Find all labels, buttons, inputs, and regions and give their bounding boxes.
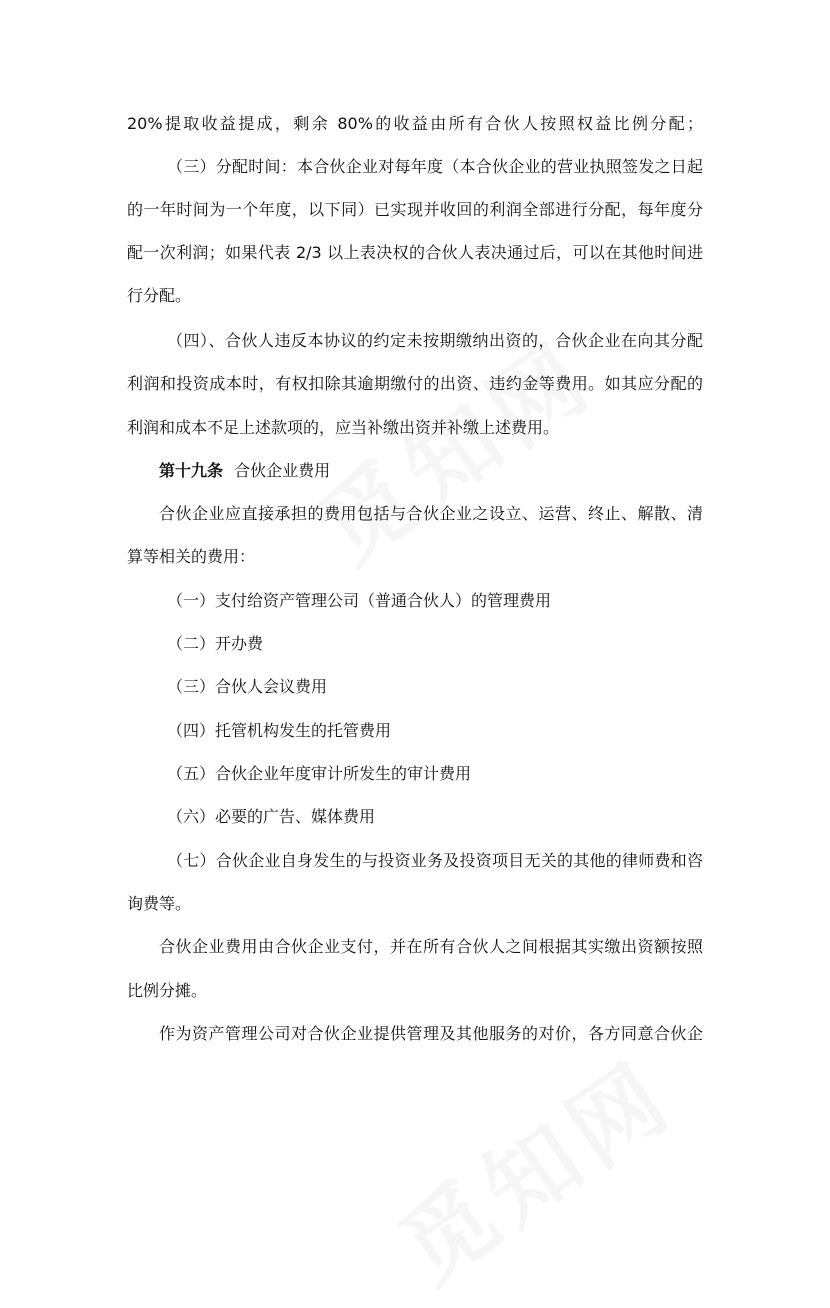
paragraph-line: 算等相关的费用： <box>127 547 256 566</box>
paragraph-line: 的一年时间为一个年度，以下同）已实现并收回的利润全部进行分配，每年度分 <box>127 200 703 219</box>
paragraph-line: （三）分配时间：本合伙企业对每年度（本合伙企业的营业执照签发之日起 <box>167 157 703 176</box>
watermark <box>370 1024 696 1308</box>
list-item: （二）开办费 <box>167 634 264 653</box>
paragraph-line: 合伙企业费用由合伙企业支付，并在所有合伙人之间根据其实缴出资额按照 <box>159 937 703 956</box>
paragraph-line: 20%提取收益提成，剩余 80%的收益由所有合伙人按照权益比例分配； <box>127 114 703 133</box>
list-item: （五）合伙企业年度审计所发生的审计费用 <box>167 764 472 783</box>
paragraph-line: 利润和成本不足上述款项的，应当补缴出资并补缴上述费用。 <box>127 418 560 437</box>
list-item: （四）托管机构发生的托管费用 <box>167 721 392 740</box>
paragraph-line: 行分配。 <box>127 286 192 305</box>
article-number: 第十九条 <box>159 461 224 480</box>
paragraph-line: 比例分摊。 <box>127 981 208 1000</box>
paragraph-line: 配一次利润；如果代表 2/3 以上表决权的合伙人表决通过后，可以在其他时间进 <box>127 243 703 262</box>
article-heading <box>159 459 703 483</box>
list-item: （六）必要的广告、媒体费用 <box>167 807 376 826</box>
article-title: 合伙企业费用 <box>234 461 331 480</box>
paragraph-line: 利润和投资成本时，有权扣除其逾期缴付的出资、违约金等费用。如其应分配的 <box>127 374 703 393</box>
paragraph-line: 合伙企业应直接承担的费用包括与合伙企业之设立、运营、终止、解散、清 <box>159 504 703 523</box>
paragraph-line: （四）、合伙人违反本协议的约定未按期缴纳出资的，合伙企业在向其分配 <box>167 331 703 350</box>
list-item: （三）合伙人会议费用 <box>167 677 328 696</box>
paragraph-line: 询费等。 <box>127 894 192 913</box>
list-item: （七）合伙企业自身发生的与投资业务及投资项目无关的其他的律师费和咨 <box>167 851 703 870</box>
list-item: （一）支付给资产管理公司（普通合伙人）的管理费用 <box>167 591 552 610</box>
paragraph-line: 作为资产管理公司对合伙企业提供管理及其他服务的对价，各方同意合伙企 <box>159 1024 703 1043</box>
